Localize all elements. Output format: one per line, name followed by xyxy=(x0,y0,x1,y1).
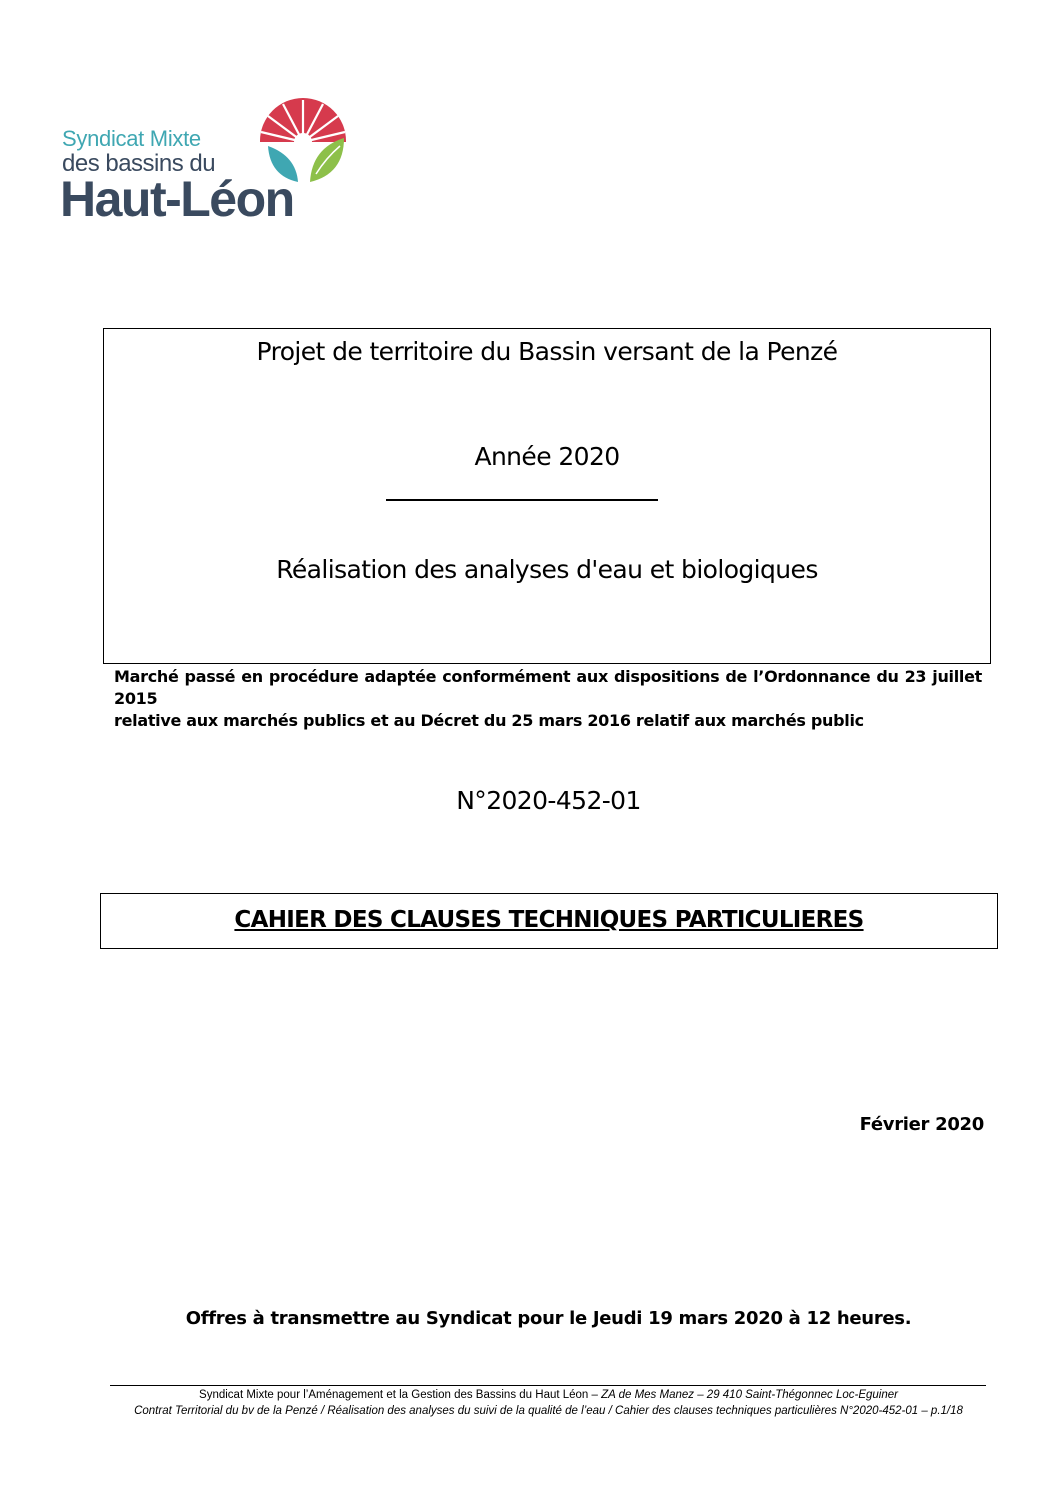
contract-number: N°2020-452-01 xyxy=(456,786,641,815)
footer-divider xyxy=(110,1385,986,1386)
footer-address: ZA de Mes Manez – 29 410 Saint-Thégonnec Loc-Eguiner xyxy=(601,1389,898,1401)
procedure-line-1: Marché passé en procédure adaptée conformément aux dispositions de l’Ordonnance du 23 juillet 2015 xyxy=(114,667,982,708)
document-date: Février 2020 xyxy=(859,1114,984,1135)
title-divider xyxy=(386,499,658,501)
offers-deadline: Offres à transmettre au Syndicat pour le Jeudi 19 mars 2020 à 12 heures. xyxy=(185,1308,912,1329)
project-title: Projet de territoire du Bassin versant de la Penzé xyxy=(256,337,838,366)
logo-text-line2: des bassins du xyxy=(62,150,216,177)
procedure-statement xyxy=(114,666,982,732)
logo-text-line3: Haut-Léon xyxy=(60,171,294,227)
project-subject: Réalisation des analyses d'eau et biologiques xyxy=(276,555,818,584)
document-type-box xyxy=(100,893,998,949)
project-title-box xyxy=(103,328,991,664)
procedure-line-2: relative aux marchés publics et au Décret du 25 mars 2016 relatif aux marchés public xyxy=(114,711,864,730)
footer-line-1 xyxy=(0,1389,1058,1401)
organization-logo xyxy=(62,96,362,228)
logo-text-line1: Syndicat Mixte xyxy=(62,126,201,151)
document-type-title: CAHIER DES CLAUSES TECHNIQUES PARTICULIERES xyxy=(234,907,864,933)
footer-line-2: Contrat Territorial du bv de la Penzé / Réalisation des analyses du suivi de la qualité de l’eau / Cahier des clauses techniques particulières N°2020-452-01 – p.1/18 xyxy=(134,1405,963,1417)
footer-organization: Syndicat Mixte pour l’Aménagement et la Gestion des Bassins du Haut Léon – xyxy=(199,1389,602,1401)
project-year: Année 2020 xyxy=(474,442,620,471)
